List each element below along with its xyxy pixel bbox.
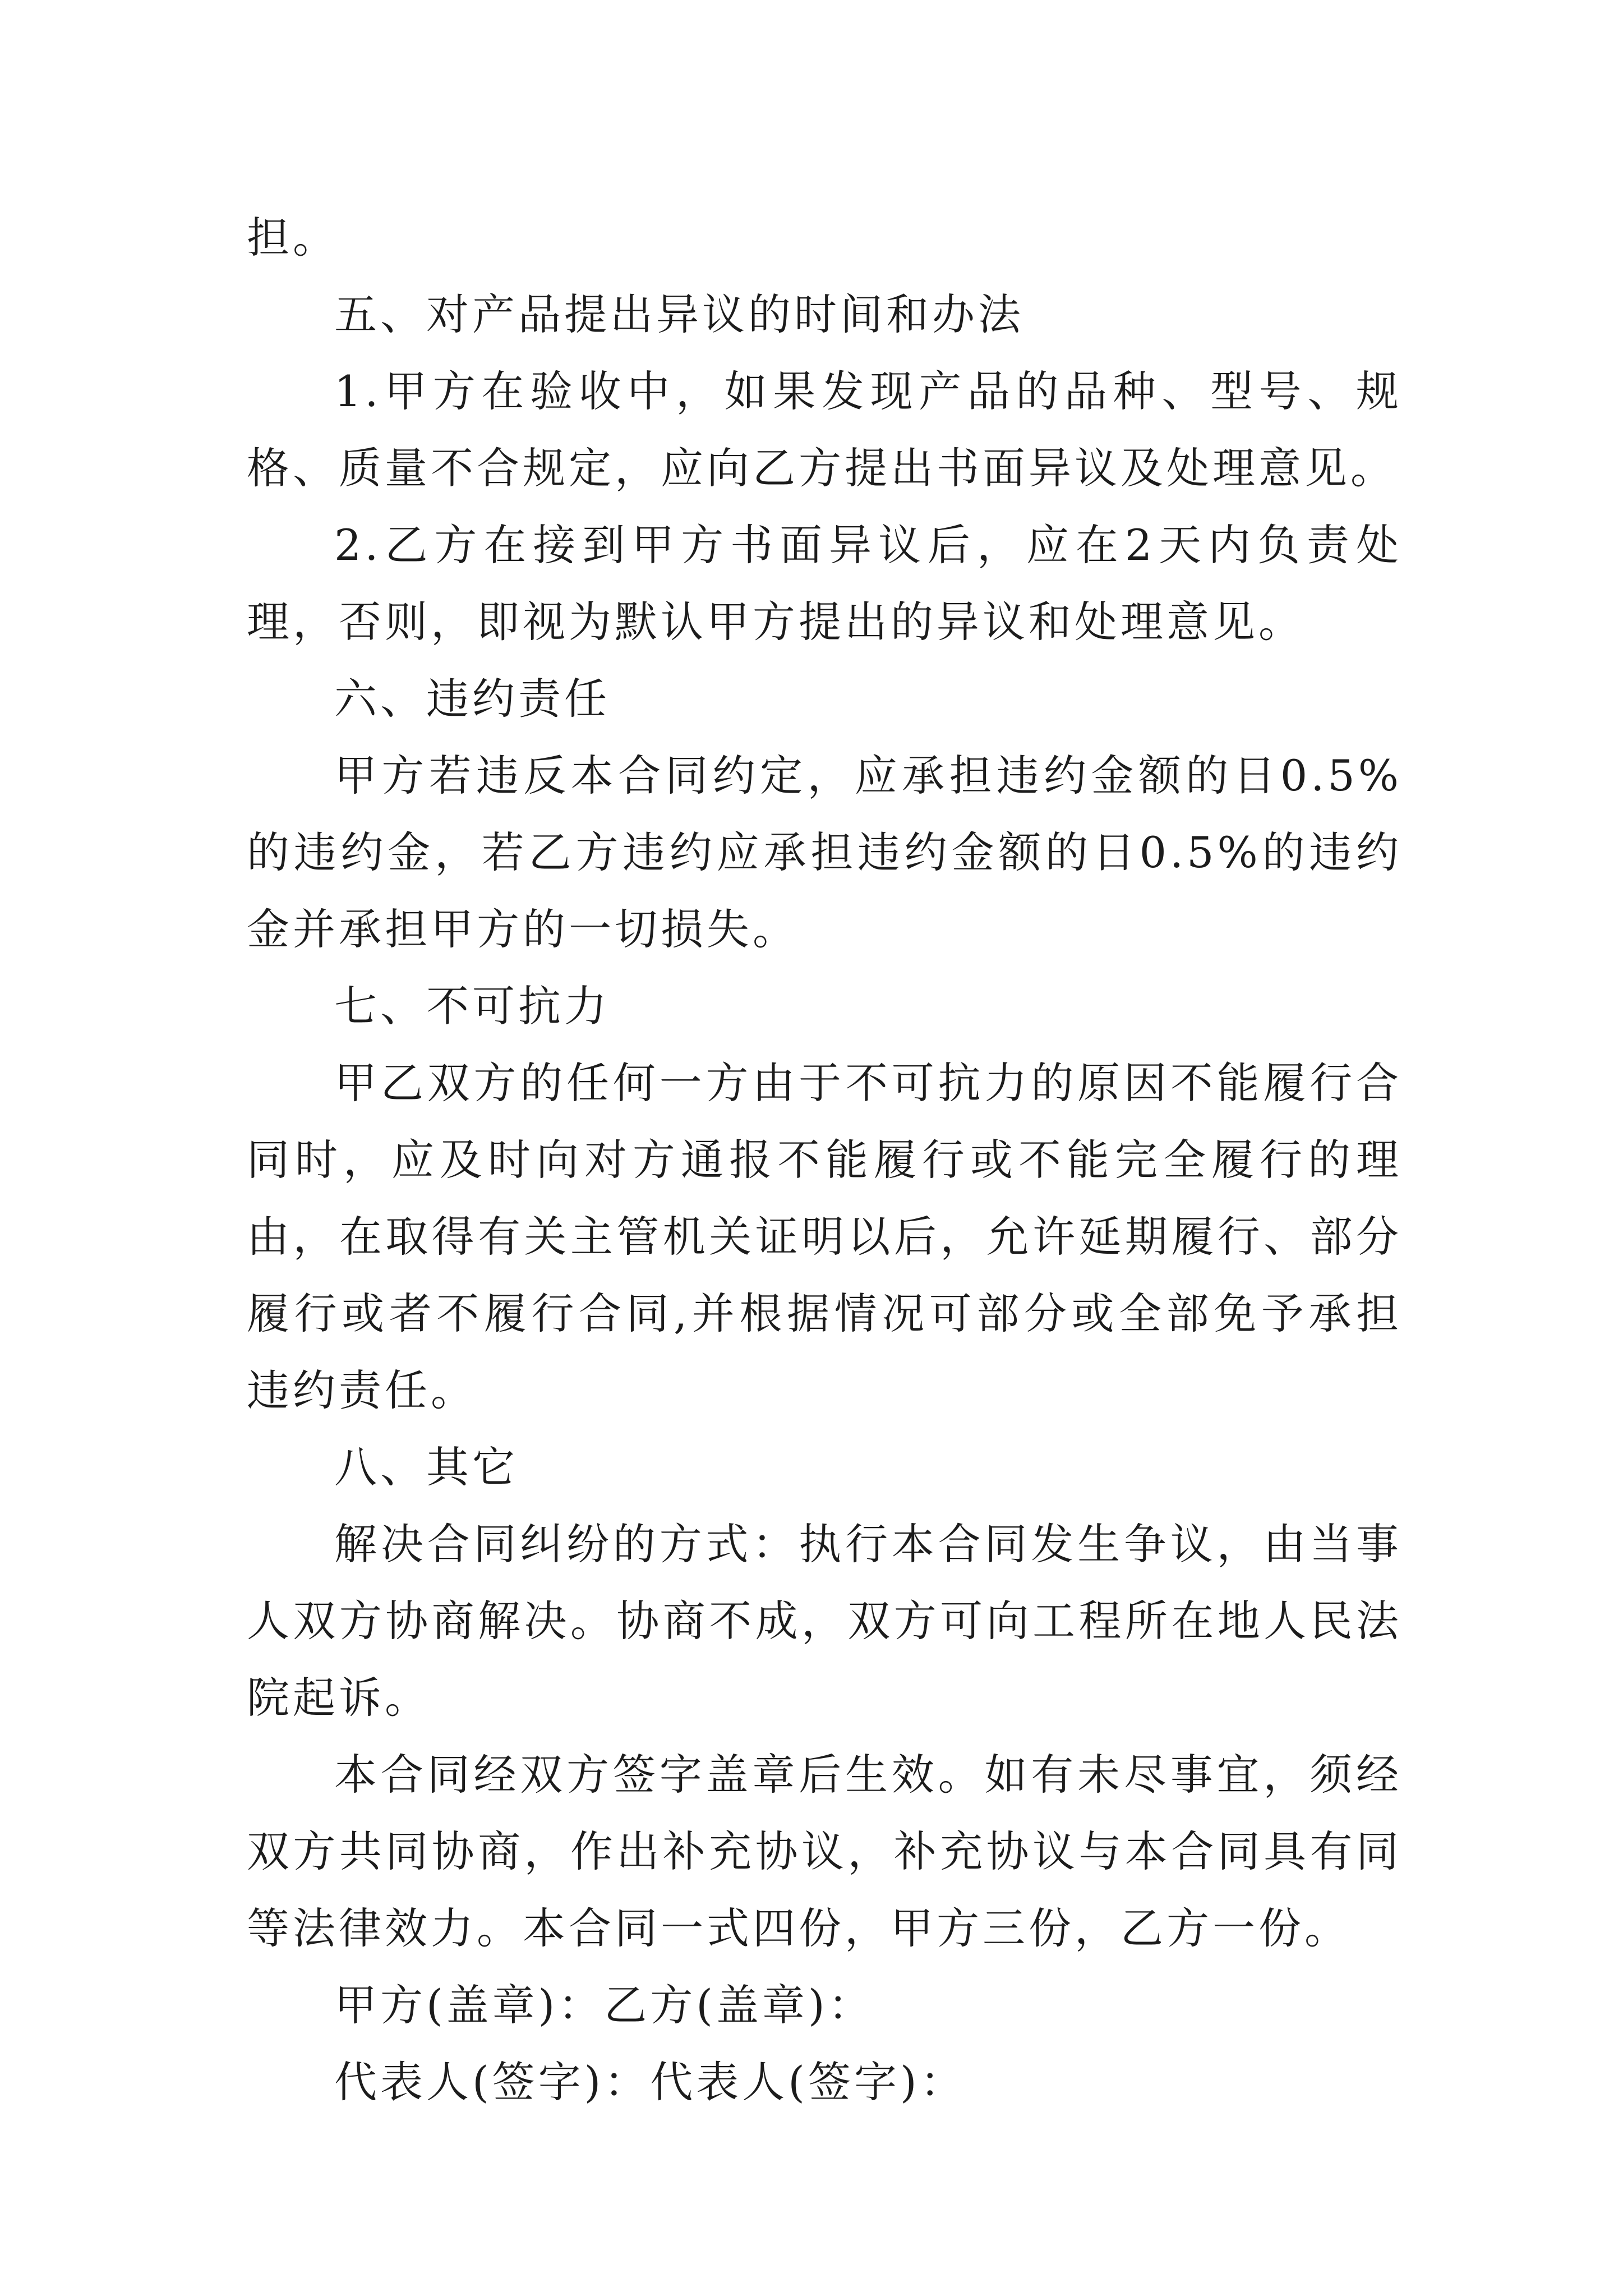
section-heading-liability: 六、违约责任 bbox=[334, 674, 610, 724]
section-heading-force-majeure: 七、不可抗力 bbox=[334, 981, 610, 1031]
continuation-text: 担。 bbox=[247, 213, 339, 263]
paragraph-dispute-resolution: 解决合同纠纷的方式：执行本合同发生争议，由当事人双方协商解决。协商不成，双方可向工程所在地人民法院起诉。 bbox=[247, 1519, 1402, 1723]
paragraph-effectiveness: 本合同经双方签字盖章后生效。如有未尽事宜，须经双方共同协商，作出补充协议，补充协议与本合同具有同等法律效力。本合同一式四份，甲方三份，乙方一份。 bbox=[247, 1750, 1402, 1953]
contract-body bbox=[247, 199, 1402, 2120]
paragraph-objection-inspection: 1.甲方在验收中，如果发现产品的品种、型号、规格、质量不合规定，应向乙方提出书面异议及处理意见。 bbox=[247, 366, 1402, 493]
paragraph-force-majeure: 甲乙双方的任何一方由于不可抗力的原因不能履行合同时，应及时向对方通报不能履行或不能完全履行的理由，在取得有关主管机关证明以后，允许延期履行、部分履行或者不履行合同,并根据情况可部分或全部免予承担违约责任。 bbox=[247, 1058, 1402, 1415]
representative-line: 代表人(签字)：代表人(签字)： bbox=[334, 2057, 966, 2107]
section-heading-objections: 五、对产品提出异议的时间和办法 bbox=[334, 289, 1024, 339]
paragraph-liability: 甲方若违反本合同约定，应承担违约金额的日0.5%的违约金，若乙方违约应承担违约金额的日0.5%的违约金并承担甲方的一切损失。 bbox=[247, 751, 1402, 954]
section-heading-other: 八、其它 bbox=[334, 1442, 518, 1492]
paragraph-objection-response: 2.乙方在接到甲方书面异议后，应在2天内负责处理，否则，即视为默认甲方提出的异议和处理意见。 bbox=[247, 520, 1402, 647]
seal-line: 甲方(盖章)：乙方(盖章)： bbox=[334, 1980, 874, 2030]
